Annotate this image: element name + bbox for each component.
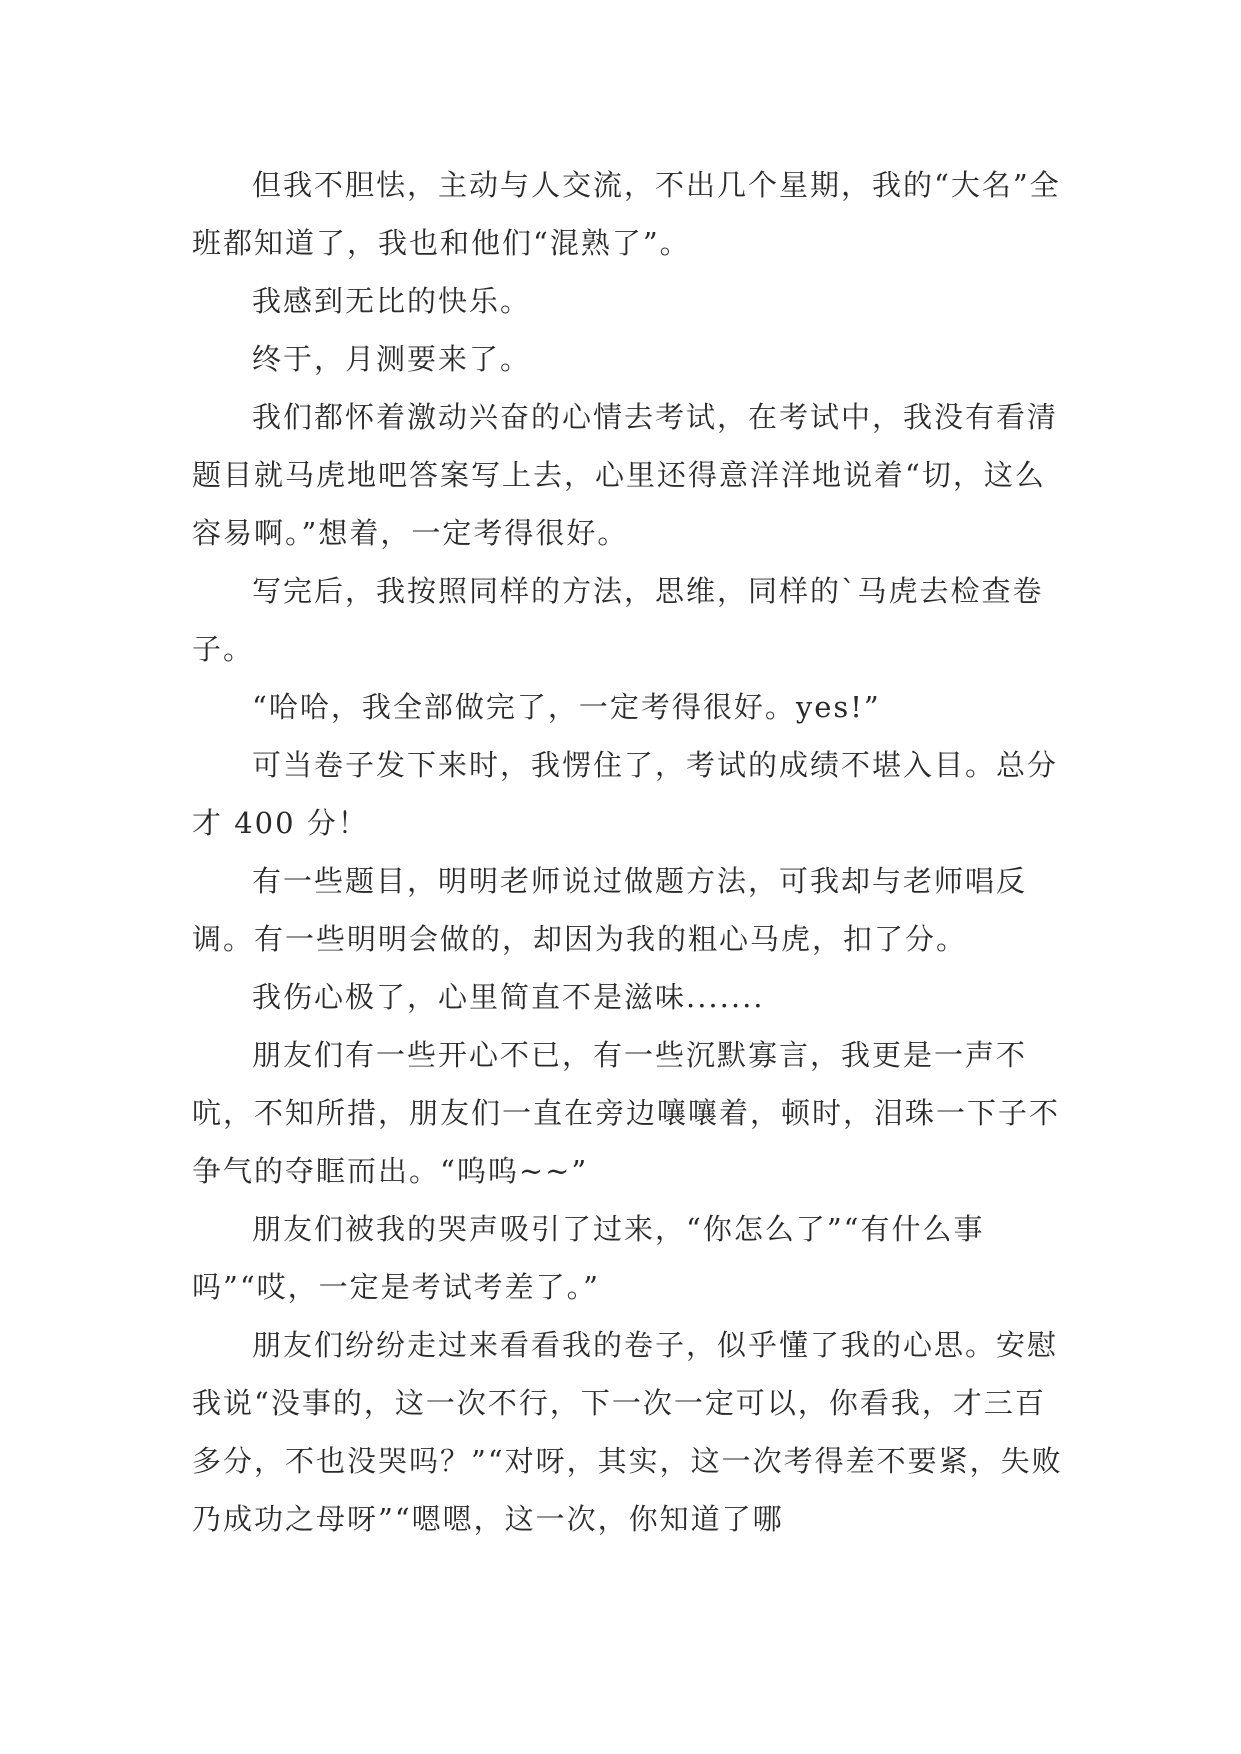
document-body bbox=[192, 156, 1072, 1548]
paragraph: 终于，月测要来了。 bbox=[252, 342, 532, 376]
paragraph: 我们都怀着激动兴奋的心情去考试，在考试中，我没有看清题目就马虎地吧答案写上去，心里还得意洋洋地说着“切，这么容易啊。”想着，一定考得很好。 bbox=[192, 400, 1059, 550]
paragraph: “哈哈，我全部做完了，一定考得很好。yes!” bbox=[252, 690, 881, 724]
paragraph: 写完后，我按照同样的方法，思维，同样的`马虎去检查卷子。 bbox=[192, 574, 1044, 666]
paragraph: 朋友们纷纷走过来看看我的卷子，似乎懂了我的心思。安慰我说“没事的，这一次不行，下一次一定可以，你看我，才三百多分，不也没哭吗？”“对呀，其实，这一次考得差不要紧，失败乃成功之母呀”“嗯嗯，这一次，你知道了哪 bbox=[192, 1328, 1063, 1536]
paragraph: 朋友们被我的哭声吸引了过来，“你怎么了”“有什么事吗”“哎，一定是考试考差了。” bbox=[192, 1212, 985, 1304]
paragraph: 可当卷子发下来时，我愣住了，考试的成绩不堪入目。总分才 400 分！ bbox=[192, 748, 1059, 840]
paragraph: 但我不胆怯，主动与人交流，不出几个星期，我的“大名”全班都知道了，我也和他们“混熟了”。 bbox=[192, 168, 1061, 260]
paragraph: 朋友们有一些开心不已，有一些沉默寡言，我更是一声不吭，不知所措，朋友们一直在旁边嚷嚷着，顿时，泪珠一下子不争气的夺眶而出。“呜呜~~” bbox=[192, 1038, 1061, 1188]
paragraph: 有一些题目，明明老师说过做题方法，可我却与老师唱反调。有一些明明会做的，却因为我的粗心马虎，扣了分。 bbox=[192, 864, 1028, 956]
paragraph: 我伤心极了，心里简直不是滋味....... bbox=[252, 980, 765, 1014]
paragraph: 我感到无比的快乐。 bbox=[252, 284, 532, 318]
